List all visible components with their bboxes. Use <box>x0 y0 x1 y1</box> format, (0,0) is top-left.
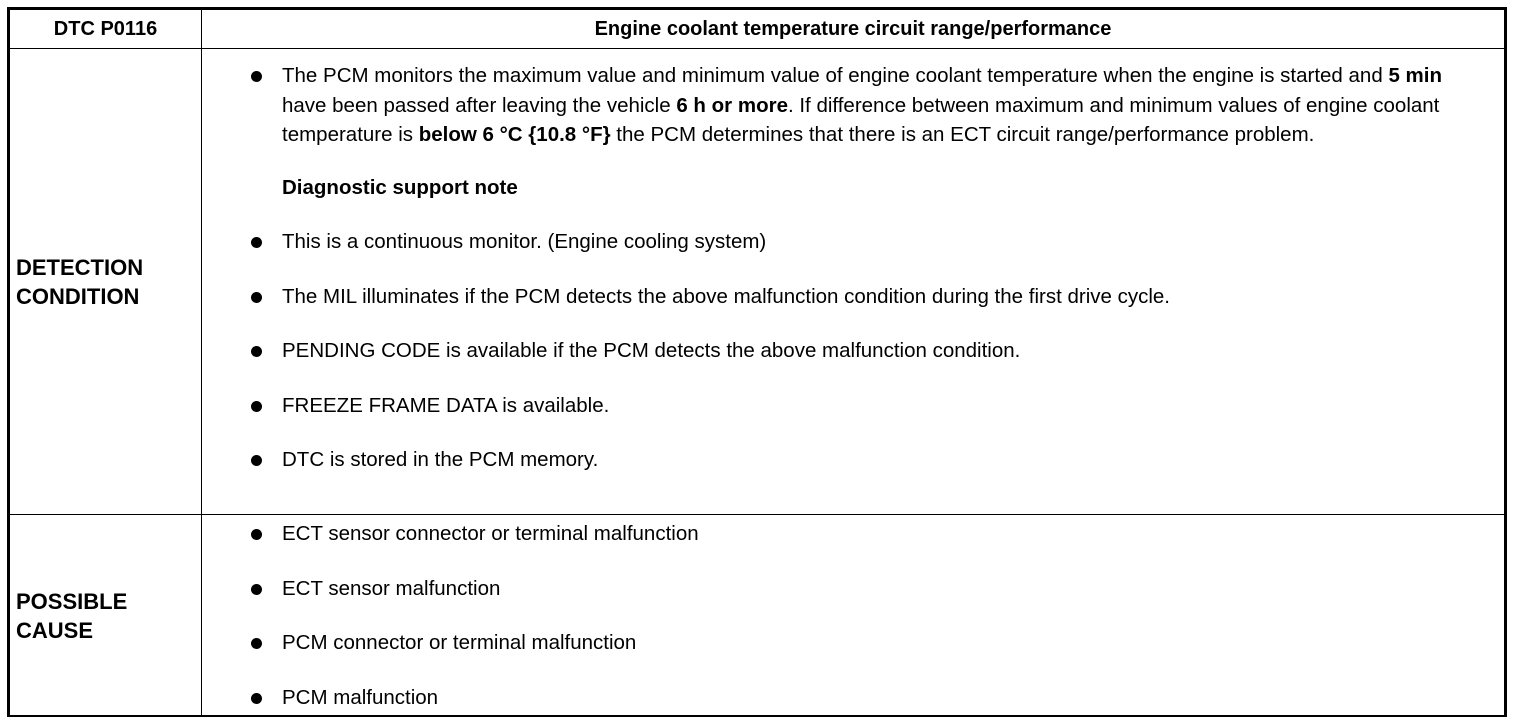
detection-text-2: have been passed after leaving the vehicle <box>282 93 677 117</box>
bullet-icon <box>251 401 262 412</box>
dtc-table <box>9 9 1505 717</box>
note-text: This is a continuous monitor. (Engine cooling system) <box>282 230 767 253</box>
dtc-title: Engine coolant temperature circuit range/performance <box>202 10 1505 49</box>
cause-label-line2: CAUSE <box>16 617 94 643</box>
cause-item <box>202 574 1504 604</box>
bullet-icon <box>251 346 262 357</box>
detection-label <box>10 49 202 515</box>
header-row <box>10 10 1505 49</box>
bullet-icon <box>251 693 262 704</box>
note-item <box>202 282 1504 312</box>
bullet-icon <box>251 529 262 540</box>
detection-label-line1: DETECTION <box>16 254 144 280</box>
detection-text-1: The PCM monitors the maximum value and minimum value of engine coolant temperature when the engine is started and <box>282 64 1389 87</box>
detection-text-3: . If difference between maximum and minimum values of engine coolant temperature is <box>282 93 1440 146</box>
cause-item <box>202 628 1504 658</box>
note-text: FREEZE FRAME DATA is available. <box>282 393 610 417</box>
bullet-icon <box>251 71 262 82</box>
bullet-icon <box>251 237 262 248</box>
detection-row <box>10 49 1505 515</box>
cause-text: ECT sensor malfunction <box>282 576 501 600</box>
dtc-code: DTC P0116 <box>10 10 202 49</box>
note-text: DTC is stored in the PCM memory. <box>282 448 599 471</box>
bullet-icon <box>251 584 262 595</box>
detection-label-line2: CONDITION <box>16 283 140 309</box>
bullet-icon <box>251 638 262 649</box>
cause-item <box>202 683 1504 713</box>
note-item <box>202 391 1504 421</box>
note-item <box>202 227 1504 257</box>
note-text: PENDING CODE is available if the PCM detects the above malfunction condition. <box>282 339 1021 362</box>
diagnostic-note-heading: Diagnostic support note <box>282 175 518 199</box>
cause-text: ECT sensor connector or terminal malfunction <box>282 522 699 545</box>
bullet-icon <box>251 292 262 303</box>
cause-label <box>10 515 202 717</box>
detection-bold-1: 5 min <box>1388 64 1442 87</box>
dtc-document <box>7 7 1507 717</box>
cause-item <box>202 519 1504 549</box>
detection-bold-3: below 6 °C {10.8 °F} <box>418 123 611 146</box>
bullet-icon <box>251 455 262 466</box>
cause-label-line1: POSSIBLE <box>16 588 128 614</box>
cause-content <box>202 515 1505 717</box>
detection-main-item <box>202 61 1504 150</box>
note-item <box>202 445 1504 475</box>
note-item <box>202 336 1504 366</box>
cause-text: PCM malfunction <box>282 685 439 709</box>
note-text: The MIL illuminates if the PCM detects the above malfunction condition during the first drive cycle. <box>282 284 1170 308</box>
detection-content <box>202 49 1505 515</box>
cause-text: PCM connector or terminal malfunction <box>282 631 637 654</box>
cause-row <box>10 515 1505 717</box>
detection-text-4: the PCM determines that there is an ECT circuit range/performance problem. <box>610 123 1315 146</box>
detection-bold-2: 6 h or more <box>676 93 788 117</box>
